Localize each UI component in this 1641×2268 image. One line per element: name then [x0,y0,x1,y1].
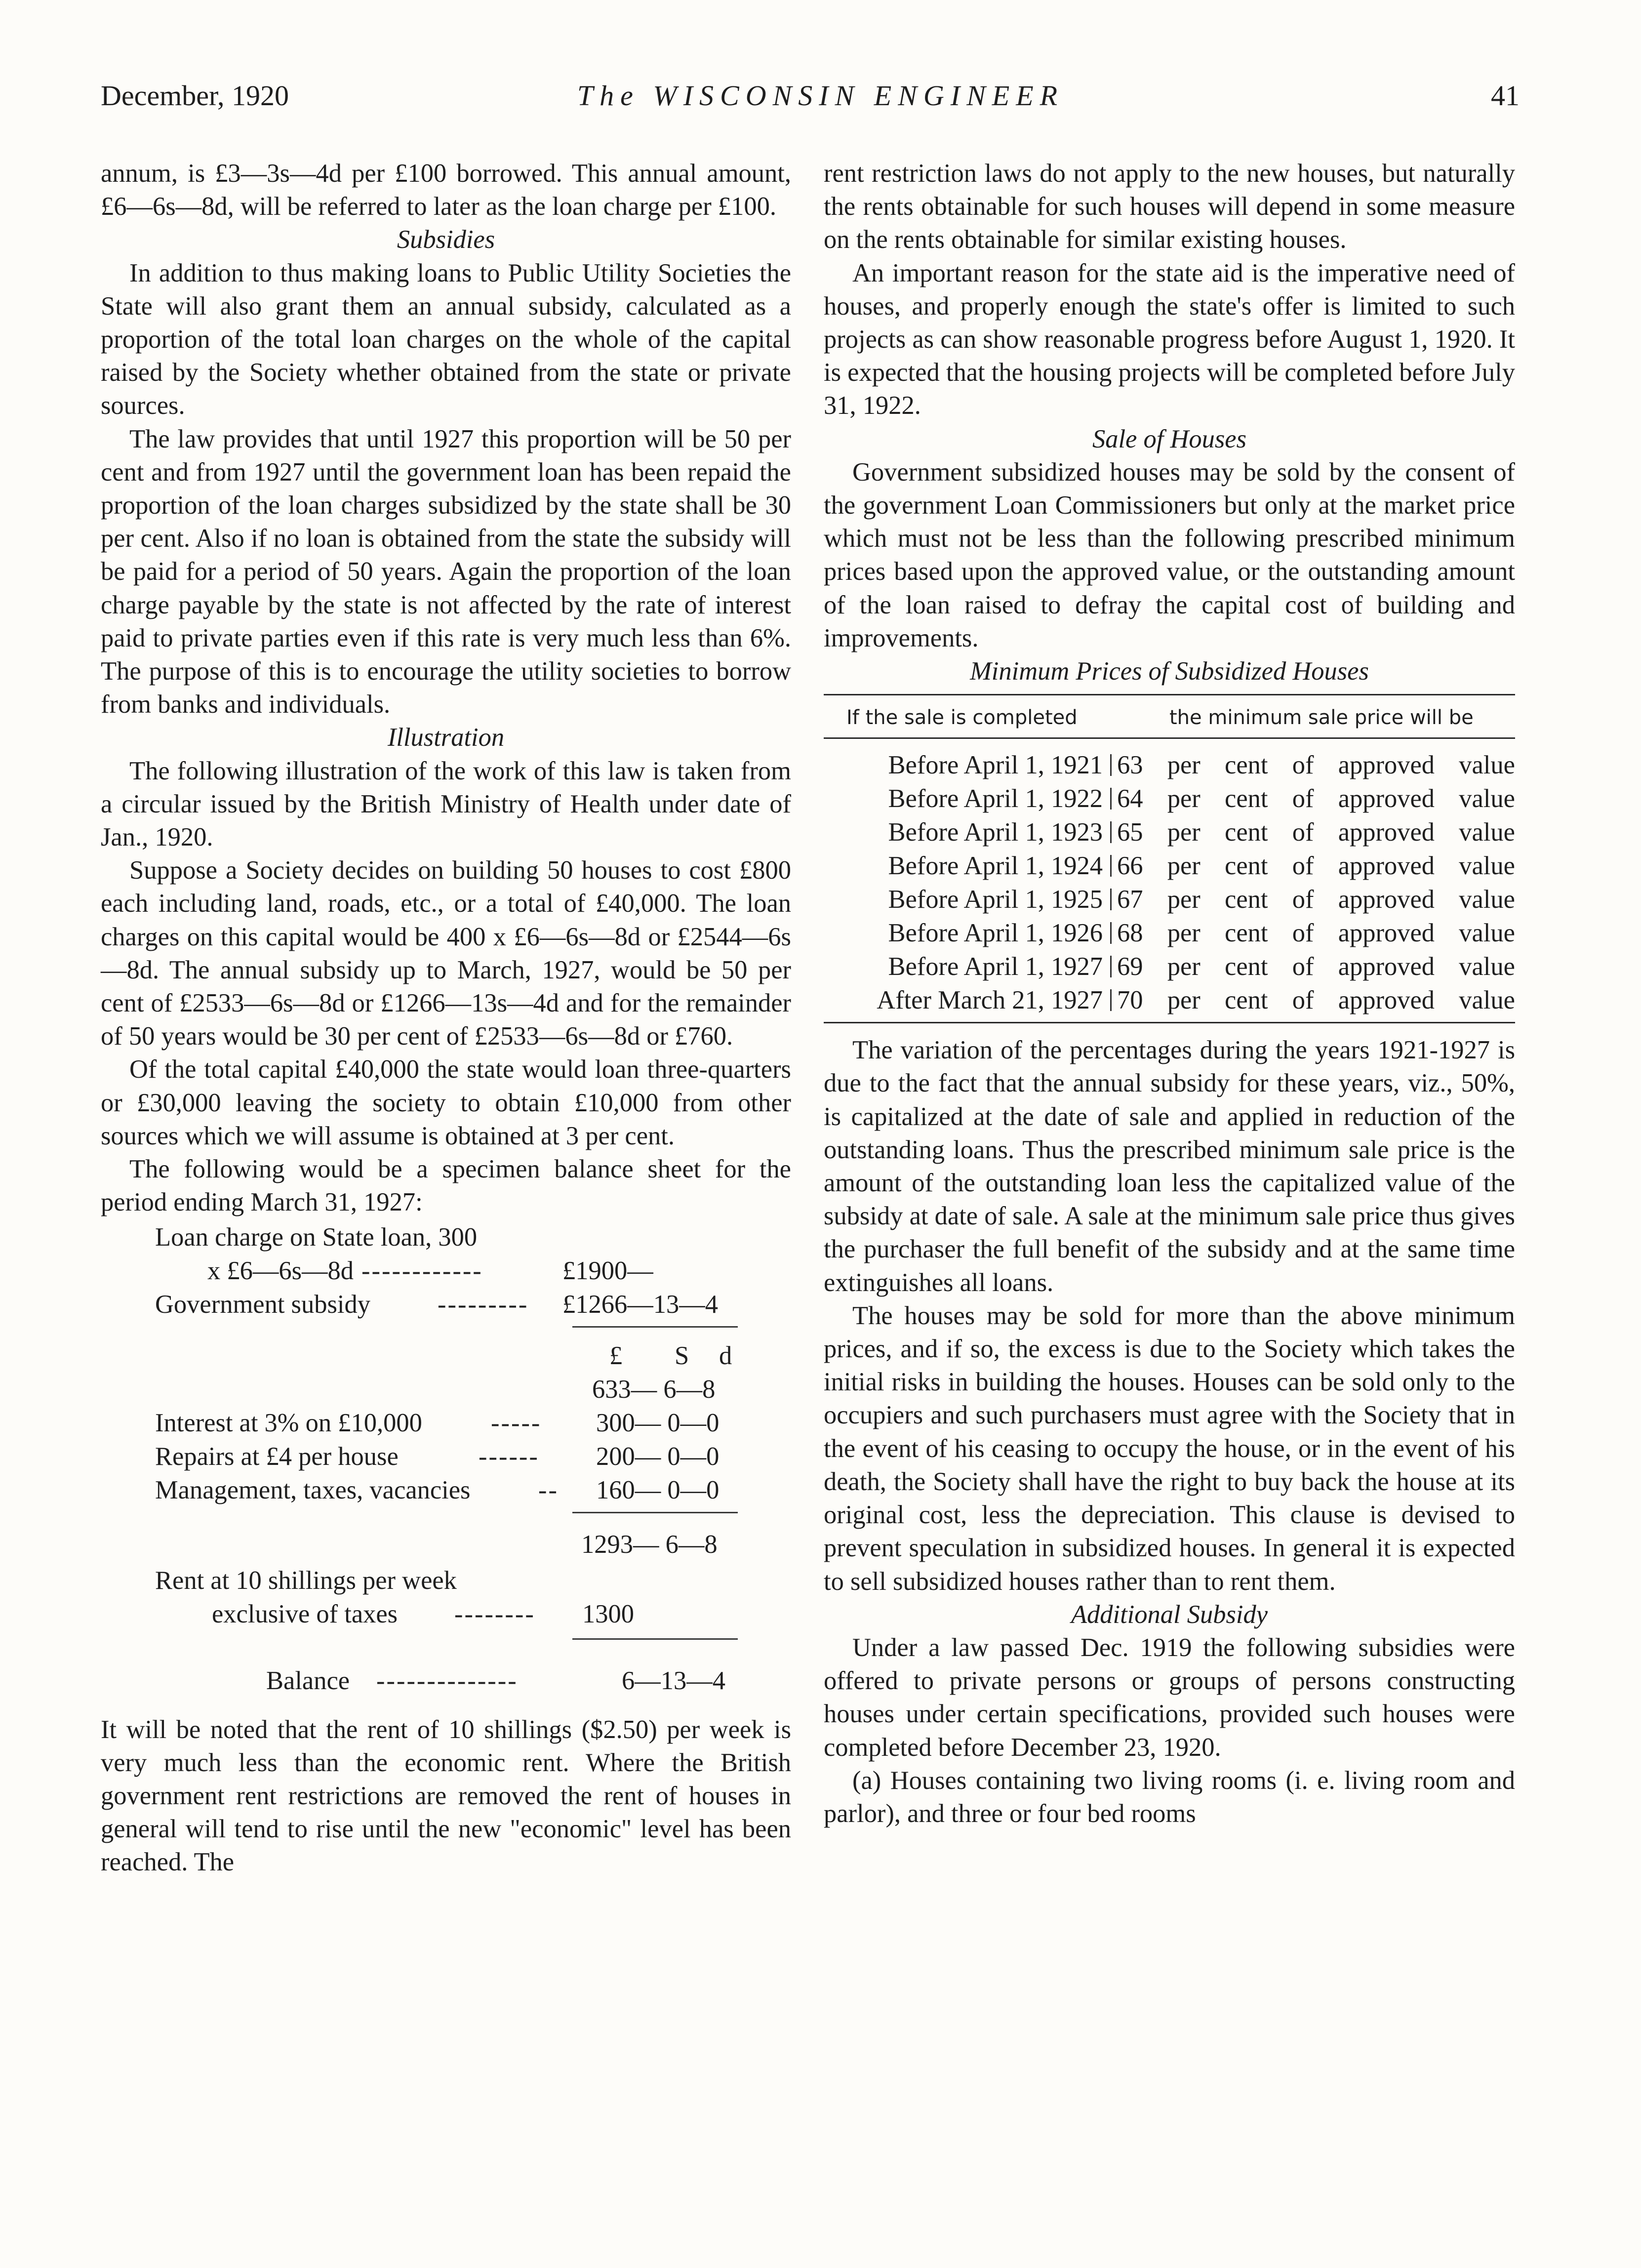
paragraph: The houses may be sold for more than the above minimum prices, and if so, the excess is due to the Society which takes the initial risks in building the houses. Houses can be sold only to the occupiers and such purchasers must agree with the Society that in the event of his ceasing to occupy the house, or in the event of his death, the Society shall have the right to buy back the house at its original cost, less the depreciation. This clause is devised to prevent speculation in subsidized houses. In general it is expected to sell subsidized houses rather than to rent them. [824,1301,1515,1596]
left-column [101,157,791,1879]
table-caption: Minimum Prices of Subsidized Houses [970,657,1369,686]
bs-leader: ------------ [361,1256,483,1285]
paragraph: rent restriction laws do not apply to the new houses, but naturally the rents obtainable for such houses will depend in some measure on the rents obtainable for similar existing houses. [824,159,1515,254]
cell-price: 64 per cent of approved value [1117,784,1515,813]
bs-repairs-label: Repairs at £4 per house [155,1442,399,1471]
cell-when: Before April 1, 1924 [888,851,1103,881]
cell-divider [1110,956,1112,977]
table-row [824,782,1515,815]
bs-interest-value: 300— 0—0 [596,1408,720,1437]
paragraph: In addition to thus making loans to Public Utility Societies the State will also grant them an annual subsidy, calculated as a proportion of the total loan charges on the whole of the capital raised by the Society whether obtained from the state or private sources. [101,258,791,420]
bs-rule [572,1512,738,1513]
cell-divider [1110,889,1112,910]
bs-total: 1293— 6—8 [581,1530,718,1559]
balance-sheet [101,1219,791,1713]
bs-col-pounds: £ [609,1341,623,1370]
paragraph: Of the total capital £40,000 the state would loan three-quarters or £30,000 leaving the society to obtain £10,000 from other sources which we will assume is obtained at 3 per cent. [101,1055,791,1150]
paragraph: The variation of the percentages during the years 1921-1927 is due to the fact that the annual subsidy for these years, viz., 50%, is capitalized at the date of sale and applied in reduction of the outstanding loans. Thus the prescribed minimum sale price is the amount of the outstanding loan less the capitalized value of the subsidy at date of sale. A sale at the minimum sale price thus gives the purchaser the full benefit of the subsidy and at the same time extinguishes all loans. [824,1036,1515,1297]
cell-when: Before April 1, 1927 [888,952,1103,981]
section-heading-illustration: Illustration [387,723,505,752]
paragraph: Under a law passed Dec. 1919 the following subsidies were offered to private persons or groups of persons constructing houses under certain specifications, provided such houses were completed before December 23, 1920. [824,1633,1515,1762]
cell-divider [1110,821,1112,843]
minimum-prices-table [824,688,1515,1034]
bs-subsidy-value: £1266—13—4 [562,1290,718,1319]
bs-interest-label: Interest at 3% on £10,000 [155,1408,422,1437]
bs-balance-value: 6—13—4 [622,1666,725,1695]
bs-subsidy-label: Government subsidy [155,1290,370,1319]
bs-leader: --------- [438,1290,529,1319]
bs-loan-label-2: x £6—6s—8d [207,1256,354,1285]
bs-leader: -------- [454,1599,535,1628]
bs-col-pence: d [719,1341,732,1370]
bs-rent-value: 1300 [582,1599,634,1628]
table-row [824,883,1515,916]
bs-rule [572,1638,738,1640]
cell-divider [1110,788,1112,810]
cell-when: Before April 1, 1922 [888,784,1103,813]
paragraph: Suppose a Society decides on building 50 houses to cost £800 each including land, roads, etc., or a total of £40,000. The loan charges on this capital would be 400 x £6—6s—8d or £2544—6s—8d. The annual subsidy up to March, 1927, would be 50 per cent of £2533—6s—8d or £1266—13s—4d and for the remainder of 50 years would be 30 per cent of £2533—6s—8d or £760. [101,856,791,1051]
bs-rule [572,1326,738,1328]
table-top-rule [824,694,1515,695]
bs-rent-label: Rent at 10 shillings per week [155,1566,457,1595]
bs-management-label: Management, taxes, vacancies [155,1475,471,1504]
bs-subtotal: 633— 6—8 [592,1375,716,1404]
issue-date: December, 1920 [101,80,289,112]
paragraph: The following would be a specimen balance sheet for the period ending March 31, 1927: [101,1155,791,1217]
right-column [824,157,1515,1830]
bs-loan-label: Loan charge on State loan, 300 [155,1222,478,1252]
paragraph: Government subsidized houses may be sold by the consent of the government Loan Commissioners but only at the market price which must not be less than the following prescribed minimum prices based upon the approved value, or the outstanding amount of the loan raised to defray the capital cost of building and improvements. [824,457,1515,652]
cell-price: 69 per cent of approved value [1117,952,1515,981]
cell-price: 63 per cent of approved value [1117,751,1515,780]
bs-management-value: 160— 0—0 [596,1475,720,1504]
paragraph: annum, is £3—3s—4d per £100 borrowed. This annual amount, £6—6s—8d, will be referred to later as the loan charge per £100. [101,159,791,221]
journal-title: The WISCONSIN ENGINEER [577,80,1064,112]
cell-when: Before April 1, 1926 [888,919,1103,948]
table-row [824,849,1515,883]
paragraph: The law provides that until 1927 this proportion will be 50 per cent and from 1927 until the government loan has been repaid the proportion of the loan charges subsidized by the state shall be 30 per cent. Also if no loan is obtained from the state the subsidy will be paid for a period of 50 years. Again the proportion of the loan charge payable by the state is not affected by the rate of interest paid to private parties even if this rate is very much less than 6%. The purpose of this is to encourage the utility societies to borrow from banks and individuals. [101,424,791,719]
paragraph: The following illustration of the work of this law is taken from a circular issued by the British Ministry of Health under date of Jan., 1920. [101,756,791,852]
bs-loan-value: £1900— [562,1256,653,1285]
paragraph: An important reason for the state aid is the imperative need of houses, and properly enough the state's offer is limited to such projects as can show reasonable progress before August 1, 1920. It is expected that the housing projects will be completed before July 31, 1922. [824,258,1515,420]
bs-leader: -- [538,1475,559,1504]
bs-leader: ----- [491,1408,542,1437]
paragraph: It will be noted that the rent of 10 shillings ($2.50) per week is very much less than the economic rent. Where the British government rent restrictions are removed the rent of houses in general will tend to rise until the new "economic" level has been reached. The [101,1715,791,1877]
table-header-rule [824,737,1515,739]
bs-rent-label-2: exclusive of taxes [212,1599,398,1628]
table-row [824,748,1515,782]
table-row [824,983,1515,1017]
bs-leader: ------ [479,1442,539,1471]
table-row [824,950,1515,983]
bs-col-shillings: S [675,1341,689,1370]
bs-repairs-value: 200— 0—0 [596,1442,720,1471]
cell-price: 66 per cent of approved value [1117,851,1515,881]
paragraph: (a) Houses containing two living rooms (i. e. living room and parlor), and three or four bed rooms [824,1766,1515,1828]
table-header-when: If the sale is completed [846,706,1078,729]
page-number: 41 [1491,80,1520,112]
cell-price: 68 per cent of approved value [1117,919,1515,948]
table-row [824,815,1515,849]
cell-divider [1110,922,1112,944]
cell-divider [1110,989,1112,1011]
section-heading-additional: Additional Subsidy [1071,1600,1268,1629]
cell-divider [1110,855,1112,877]
table-row [824,916,1515,950]
cell-price: 65 per cent of approved value [1117,818,1515,847]
cell-price: 70 per cent of approved value [1117,986,1515,1015]
table-header-price: the minimum sale price will be [1169,706,1474,729]
section-heading-subsidies: Subsidies [397,225,495,254]
cell-when: After March 21, 1927 [877,986,1103,1015]
cell-price: 67 per cent of approved value [1117,885,1515,914]
cell-divider [1110,754,1112,776]
table-bottom-rule [824,1022,1515,1023]
bs-leader: -------------- [376,1666,518,1695]
cell-when: Before April 1, 1925 [888,885,1103,914]
cell-when: Before April 1, 1921 [888,751,1103,780]
cell-when: Before April 1, 1923 [888,818,1103,847]
section-heading-sale: Sale of Houses [1092,424,1247,453]
bs-balance-label: Balance [266,1666,350,1695]
